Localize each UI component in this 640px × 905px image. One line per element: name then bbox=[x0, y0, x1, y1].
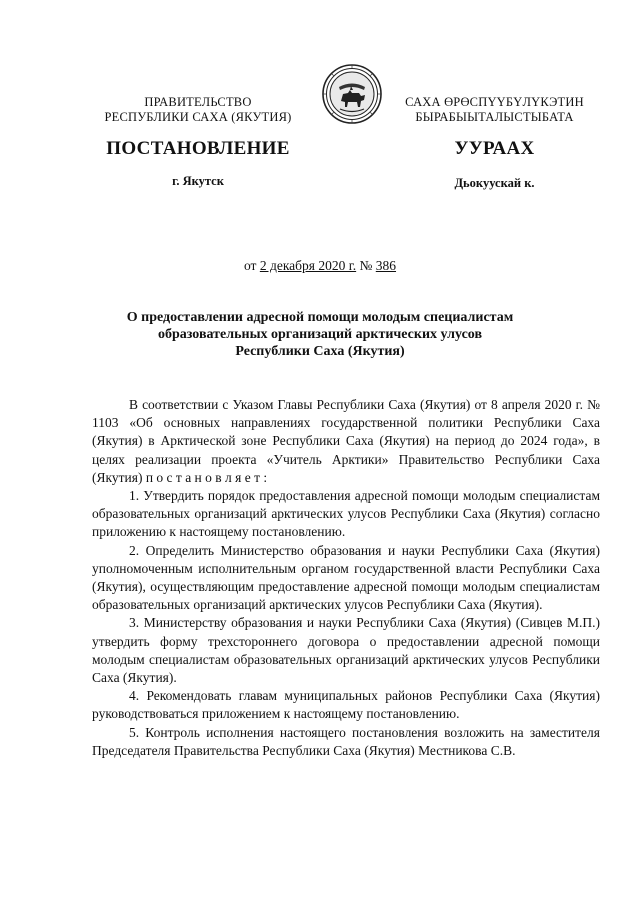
document-type-yakut: УУРААХ bbox=[454, 138, 535, 159]
subject-line-1: О предоставлении адресной помощи молодым специалистам bbox=[126, 310, 514, 325]
clause-2: 2. Определить Министерство образования и науки Республики Саха (Якутия) уполномоченным исполнительным органом государственной власти Республики Саха (Якутия), осуществляющим предоставление адресной помощи молодым специалистам образовательных организаций арктических улусов Республики Саха (Якутия). bbox=[92, 542, 600, 613]
issuer-line-1: ПРАВИТЕЛЬСТВО bbox=[144, 95, 252, 109]
clause-3: 3. Министерству образования и науки Республики Саха (Якутия) (Сивцев М.П.) утвердить форму трехстороннего договора о предоставлении адресной помощи молодым специалистам образовательных организаций арктических улусов Республики Саха (Якутия). bbox=[92, 615, 600, 686]
clause-4: 4. Рекомендовать главам муниципальных районов Республики Саха (Якутия) руководствоваться приложением к настоящему постановлению. bbox=[92, 688, 600, 722]
city-yakut: Дьокуускай к. bbox=[454, 176, 535, 190]
subject-line-2: образовательных организаций арктических улусов bbox=[157, 327, 483, 342]
document-subject bbox=[100, 309, 540, 360]
issuer-line-1-yakut: САХА ӨРӨСПҮҮБҮЛҮКЭТИН bbox=[405, 95, 584, 109]
subject-line-3: Республики Саха (Якутия) bbox=[235, 344, 405, 359]
date-number-line bbox=[0, 258, 640, 274]
date-prefix: от bbox=[243, 258, 257, 273]
document-date: 2 декабря 2020 г. bbox=[259, 258, 357, 273]
city-russian: г. Якутск bbox=[172, 174, 224, 188]
document-type-russian: ПОСТАНОВЛЕНИЕ bbox=[106, 138, 290, 159]
clause-1: 1. Утвердить порядок предоставления адресной помощи молодым специалистам образовательных организаций арктических улусов Республики Саха (Якутия) согласно приложению к настоящему постановлению. bbox=[92, 488, 600, 540]
clause-5: 5. Контроль исполнения настоящего постановления возложить на заместителя Председателя Правительства Республики Саха (Якутия) Местникова С.В. bbox=[92, 724, 600, 758]
document-body bbox=[92, 396, 600, 760]
issuer-line-2-yakut: БЫРАБЫЫТАЛЫСТЫБАТА bbox=[415, 110, 574, 124]
number-sign: № bbox=[359, 258, 373, 273]
coat-of-arms-icon bbox=[321, 63, 383, 125]
issuer-name-yakut bbox=[392, 95, 597, 125]
issuer-name-russian bbox=[98, 95, 298, 125]
document-number: 386 bbox=[375, 258, 397, 273]
issuer-line-2: РЕСПУБЛИКИ САХА (ЯКУТИЯ) bbox=[104, 110, 292, 124]
preamble-paragraph: В соответствии с Указом Главы Республики Саха (Якутия) от 8 апреля 2020 г. № 1103 «Об основных направлениях государственной политики Республики Саха (Якутия) в Арктической зоне Республики Саха (Якутия) на период до 2024 года», в целях реализации проекта «Учитель Арктики» Правительство Республики Саха (Якутия) п о с т а н о в л я е т : bbox=[92, 397, 600, 485]
